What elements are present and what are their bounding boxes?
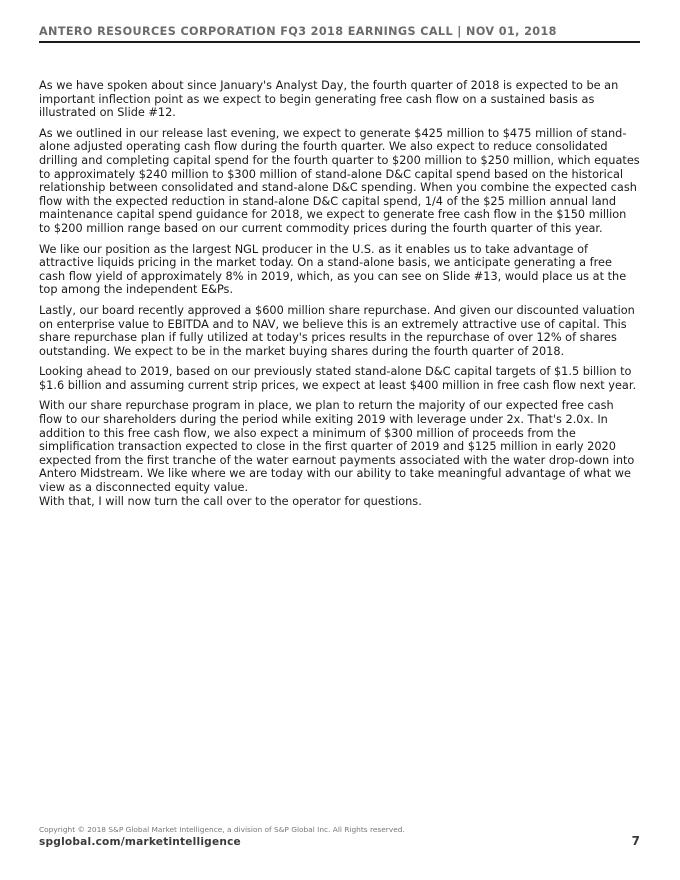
paragraph: With our share repurchase program in place, we plan to return the majority of our expected free cash flow to our shareholders during the period while exiting 2019 with leverage under 2x. That's 2.0x. In addition to this free cash flow, we also expect a minimum of $300 million of proceeds from the simplification transaction expected to close in the first quarter of 2019 and $125 million in early 2020 expected from the first tranche of the water earnout payments associated with the water drop-down into Antero Midstream. We like where we are today with our ability to take meaningful advantage of what we view as a disconnected equity value. — [39, 399, 635, 495]
paragraph: As we outlined in our release last evening, we expect to generate $425 million to $475 million of stand-alone adjusted operating cash flow during the fourth quarter. We also expect to reduce consolidated drilling and completing capital spend for the fourth quarter to $200 million to $250 million, which equates to approximately $240 million to $300 million of stand-alone D&C capital spend based on the historical relationship between consolidated and stand-alone D&C spending. When you combine the expected cash flow with the expected reduction in stand-alone D&C capital spend, 1/4 of the $25 million annual land maintenance capital spend guidance for 2018, we expect to generate free cash flow in the $150 million to $200 million range based on our current commodity prices during the fourth quarter of this year. — [39, 126, 640, 235]
website-link[interactable]: spglobal.com/marketintelligence — [39, 836, 241, 848]
copyright-notice: Copyright © 2018 S&P Global Market Intelligence, a division of S&P Global Inc. All Rights reserved. — [39, 825, 405, 834]
document-header: ANTERO RESOURCES CORPORATION FQ3 2018 EARNINGS CALL | NOV 01, 2018 — [39, 25, 640, 43]
paragraph: As we have spoken about since January's Analyst Day, the fourth quarter of 2018 is expected to be an important inflection point as we expect to begin generating free cash flow on a sustained basis as illustrated on Slide #12. — [39, 79, 619, 120]
paragraph: With that, I will now turn the call over to the operator for questions. — [39, 494, 422, 508]
paragraph: Looking ahead to 2019, based on our previously stated stand-alone D&C capital targets of $1.5 billion to $1.6 billion and assuming current strip prices, we expect at least $400 million in free cash flow next year. — [39, 365, 637, 392]
paragraph: We like our position as the largest NGL producer in the U.S. as it enables us to take advantage of attractive liquids pricing in the market today. On a stand-alone basis, we anticipate generating a free cash flow yield of approximately 8% in 2019, which, as you can see on Slide #13, would place us at the top among the independent E&Ps. — [39, 242, 627, 297]
paragraph: Lastly, our board recently approved a $600 million share repurchase. And given our discounted valuation on enterprise value to EBITDA and to NAV, we believe this is an extremely attractive use of capital. This share repurchase plan if fully utilized at today's prices results in the repurchase of over 12% of shares outstanding. We expect to be in the market buying shares during the fourth quarter of 2018. — [39, 303, 635, 358]
transcript-body — [39, 79, 640, 515]
page-number: 7 — [631, 834, 640, 848]
